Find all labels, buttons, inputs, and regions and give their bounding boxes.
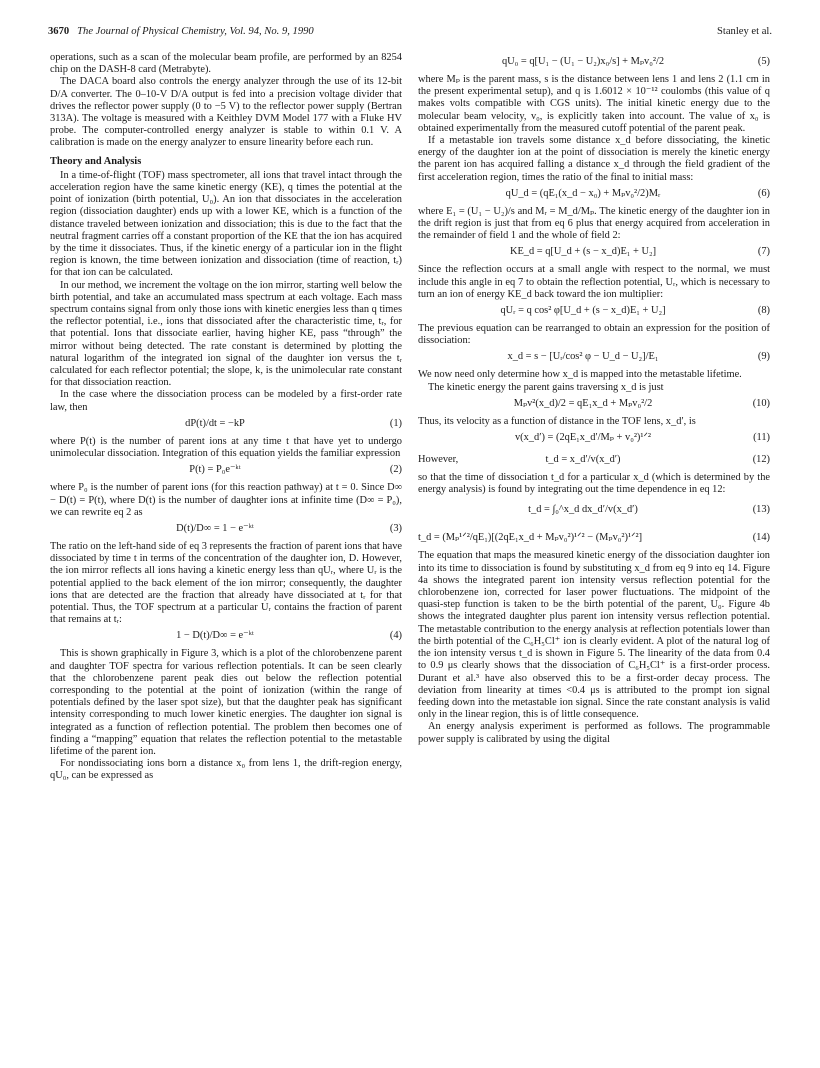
equation-6 <box>418 184 770 206</box>
paragraph: The previous equation can be rearranged to obtain an expression for the position of dissociation: <box>418 323 770 347</box>
paragraph: Since the reflection occurs at a small angle with respect to the normal, we must include this angle in eq 7 to obtain the reflection potential, Uᵣ, which is necessary to turn an ion of energy KE_d back toward the ion multiplier: <box>418 264 770 300</box>
equation-number: (2) <box>389 464 402 476</box>
equation-number: (9) <box>757 351 770 363</box>
equation-number: (11) <box>753 432 770 444</box>
journal-citation: The Journal of Physical Chemistry, Vol. 94, No. 9, 1990 <box>77 26 314 37</box>
equation-number: (14) <box>752 532 770 544</box>
paragraph: The kinetic energy the parent gains traversing x_d is just <box>428 381 664 393</box>
paragraph: For nondissociating ions born a distance x₀ from lens 1, the drift-region energy, qU₀, can be expressed as <box>50 758 402 782</box>
running-authors: Stanley et al. <box>716 26 772 37</box>
paragraph: so that the time of dissociation t_d for a particular x_d (which is determined by the energy analysis) is found by integrating out the time dependence in eq 12: <box>418 472 770 496</box>
equation-4 <box>50 626 402 648</box>
equation-number: (6) <box>757 187 770 199</box>
equation-body: t_d = (Mₚ¹ᐟ²/qE₁)[(2qE₁x_d + Mₚv₀²)¹ᐟ² − (Mₚv₀²)¹ᐟ²] <box>418 532 643 544</box>
equation-number: (1) <box>389 417 402 429</box>
paragraph: The DACA board also controls the energy analyzer through the use of its 12-bit D/A converter. The 0–10-V D/A output is fed into a precision voltage divider that drives the reflector power supply (0 to −5 V) to the reflector power supply (Bertran 313A). The voltage is measured with a Keithley DVM Model 177 with a Fluke HV probe. The computer-controlled energy analyzer is stable to within 0.1 V. A calibration is made on the energy analyzer to ensure linearity before each run. <box>50 76 402 149</box>
equation-body: t_d = ∫₀^x_d dx_d′/v(x_d′) <box>528 504 638 516</box>
equation-body: 1 − D(t)/D∞ = e⁻ᵏᵗ <box>176 630 254 642</box>
equation-number: (13) <box>752 504 770 516</box>
right-column <box>418 52 770 746</box>
paragraph: where P₀ is the number of parent ions (for this reaction pathway) at t = 0. Since D∞ − D(t) = P(t), where D(t) is the number of daughter ions at infinite time (D∞ = P₀), we can rewrite eq 2 as <box>50 482 402 518</box>
paragraph: where Mₚ is the parent mass, s is the distance between lens 1 and lens 2 (1.1 cm in the present experimental setup), and q is 1.6012 × 10⁻¹² coulombs (this value of q makes volts compatible with CGS units). The initial kinetic energy due to the molecular beam velocity, v₀, is explicitly taken into account. The value of x₀ is obtained experimentally from the measured cutoff potential of the parent peak. <box>418 74 770 134</box>
paragraph: operations, such as a scan of the molecular beam profile, are performed by an 8254 chip on the DASH-8 card (Metrabyte). <box>50 52 402 76</box>
equation-9 <box>418 347 770 369</box>
equation-body: x_d = s − [Uᵣ/cos² φ − U_d − U₂]/E₁ <box>507 351 659 363</box>
paragraph: We now need only determine how x_d is mapped into the metastable lifetime. <box>418 369 742 381</box>
page-header <box>48 26 772 40</box>
equation-body: Mₚv²(x_d)/2 = qE₁x_d + Mₚv₀²/2 <box>513 397 653 409</box>
equation-body: qU₀ = q[U₁ − (U₁ − U₂)x₀/s] + Mₚv₀²/2 <box>501 56 665 67</box>
equation-11 <box>418 428 770 450</box>
equation-number: (12) <box>752 454 770 466</box>
equation-1 <box>50 414 402 436</box>
equation-3 <box>50 519 402 541</box>
equation-14 <box>418 528 770 550</box>
equation-number: (8) <box>757 305 770 317</box>
paragraph: In the case where the dissociation process can be modeled by a first-order rate law, then <box>50 389 402 413</box>
equation-body: v(x_d′) = (2qE₁x_d′/Mₚ + v₀²)¹ᐟ² <box>514 432 652 444</box>
equation-body: qU_d = (qE₁(x_d − x₀) + Mₚv₀²/2)Mᵣ <box>505 187 661 199</box>
equation-number: (3) <box>389 522 402 534</box>
equation-12 <box>418 450 770 472</box>
left-column <box>50 52 402 783</box>
equation-10 <box>418 394 770 416</box>
section-heading: Theory and Analysis <box>50 155 142 167</box>
equation-body: qUᵣ = q cos² φ[U_d + (s − x_d)E₁ + U₂] <box>500 305 666 317</box>
paragraph: An energy analysis experiment is performed as follows. The programmable power supply is calibrated by using the digital <box>418 721 770 745</box>
equation-number: (7) <box>757 246 770 258</box>
equation-number: (5) <box>757 56 770 67</box>
paragraph: The ratio on the left-hand side of eq 3 represents the fraction of parent ions that have dissociated by time t in terms of the concentration of the daughter ion, D. However, the ion mirror reflects all ions having a kinetic energy less than qUᵣ, where Uᵣ is the potential applied to the back element of the ion mirror; consequently, the daughter ions that are detected are the fraction that already have dissociated at tᵣ for that potential. Thus, the TOF spectrum at a particular Uᵣ contains the fraction of parent that remains at tᵣ: <box>50 540 402 626</box>
paragraph: This is shown graphically in Figure 3, which is a plot of the chlorobenzene parent and daughter TOF spectra for various reflection potentials. It can be seen clearly that the chlorobenzene parent peak dies out below the reflection potential corresponding to the potential at the point of ionization (within the range of potentials defined by the laser spot size), but that the daughter peak has significant intensity corresponding to much lower kinetic energies. The daughter ion signal is integrated as a function of reflection potential. The problem then becomes one of finding a “mapping” equation that relates the reflection potential to the metastable lifetime of the parent ion. <box>50 648 402 757</box>
equation-lead-in: However, <box>418 454 459 466</box>
equation-number: (10) <box>752 397 770 409</box>
equation-number: (4) <box>389 630 402 642</box>
paragraph: In our method, we increment the voltage on the ion mirror, starting well below the birth potential, and take an accumulated mass spectrum at each voltage. Each mass spectrum contains signal from only those ions with kinetic energies less than q times the reflector potential, i.e., ions that dissociated after the characteristic time, tᵣ, for that potential. Ions that dissociate earlier, having higher KE, pass “through” the mirror without being detected. The rate constant is determined by plotting the natural logarithm of the integrated ion signal of the daughter ion versus the tᵣ calculated for each reflector potential; the slope, k, is the unimolecular rate constant for that dissociation reaction. <box>50 279 402 389</box>
page-number: 3670 <box>48 26 70 37</box>
equation-7 <box>418 242 770 264</box>
equation-5 <box>418 52 770 74</box>
equation-body: D(t)/D∞ = 1 − e⁻ᵏᵗ <box>176 522 254 534</box>
equation-8 <box>418 301 770 323</box>
paragraph: In a time-of-flight (TOF) mass spectrometer, all ions that travel intact through the acceleration region have the same kinetic energy (KE), q times the potential at the point of ionization (birth potential, U₀). An ion that dissociates in the acceleration region (dissociation daughter) ends up with a lower KE, which is a function of the distance traveled between ionization and dissociation; this is due to the fact that the neutral fragment carries off a constant proportion of the KE that the ion has acquired by the time it dissociates. Thus, if the kinetic energy of a particular ion in the flight region is known, the time between ionization and dissociation (time of reaction, tᵣ) for that ion can be calculated. <box>50 169 402 279</box>
equation-13 <box>418 496 770 528</box>
equation-body: t_d = x_d′/v(x_d′) <box>545 454 621 466</box>
equation-2 <box>50 460 402 482</box>
paragraph: If a metastable ion travels some distance x_d before dissociating, the kinetic energy of the daughter ion at the point of dissociation is merely the kinetic energy the parent ion has acquired falling a distance x_d through the field gradient of the first acceleration region, times the ratio of the final to initial mass: <box>418 135 770 183</box>
equation-body: P(t) = P₀e⁻ᵏᵗ <box>189 464 241 476</box>
paragraph: Thus, its velocity as a function of distance in the TOF lens, x_d′, is <box>418 415 696 427</box>
paragraph: The equation that maps the measured kinetic energy of the dissociation daughter ion into its time to dissociation is found by substituting x_d from eq 9 into eq 14. Figure 4a shows the integrated parent ion intensity versus reflection potential for the chlorobenzene ion, corrected for laser power fluctuations. The midpoint of the quasi-step function is taken to be the birth potential of the parent, U₀. Figure 4b shows the integrated daughter plus parent ion intensity versus reflection potential. The metastable contribution to the energy analysis at reflection potentials lower than the birth potential of the C₆H₅Cl⁺ ion is clearly evident. A plot of the natural log of the ion intensity versus t_d is shown in Figure 5. The linearity of the data from 0.4 to 0.9 μs clearly shows that the dissociation of C₆H₅Cl⁺ is a first-order process. Durant et al.³ have also observed this to be a first-order decay process. The deviation from linearity at times <0.4 μs is attributed to the prompt ion signal feeding down into the metastable ion signal. Since the rate constant analysis is valid only in the linear region, this is of little consequence. <box>418 550 770 721</box>
equation-body: dP(t)/dt = −kP <box>185 417 245 429</box>
paragraph: where P(t) is the number of parent ions at any time t that have yet to undergo unimolecular dissociation. Integration of this equation yields the familiar expression <box>50 435 402 460</box>
equation-body: KE_d = q[U_d + (s − x_d)E₁ + U₂] <box>509 246 657 258</box>
paragraph: where E₁ = (U₁ − U₂)/s and Mᵣ = M_d/Mₚ. The kinetic energy of the daughter ion in the drift region is just that from eq 6 plus that energy acquired from acceleration in the remainder of field 1 and the whole of field 2: <box>418 205 770 242</box>
